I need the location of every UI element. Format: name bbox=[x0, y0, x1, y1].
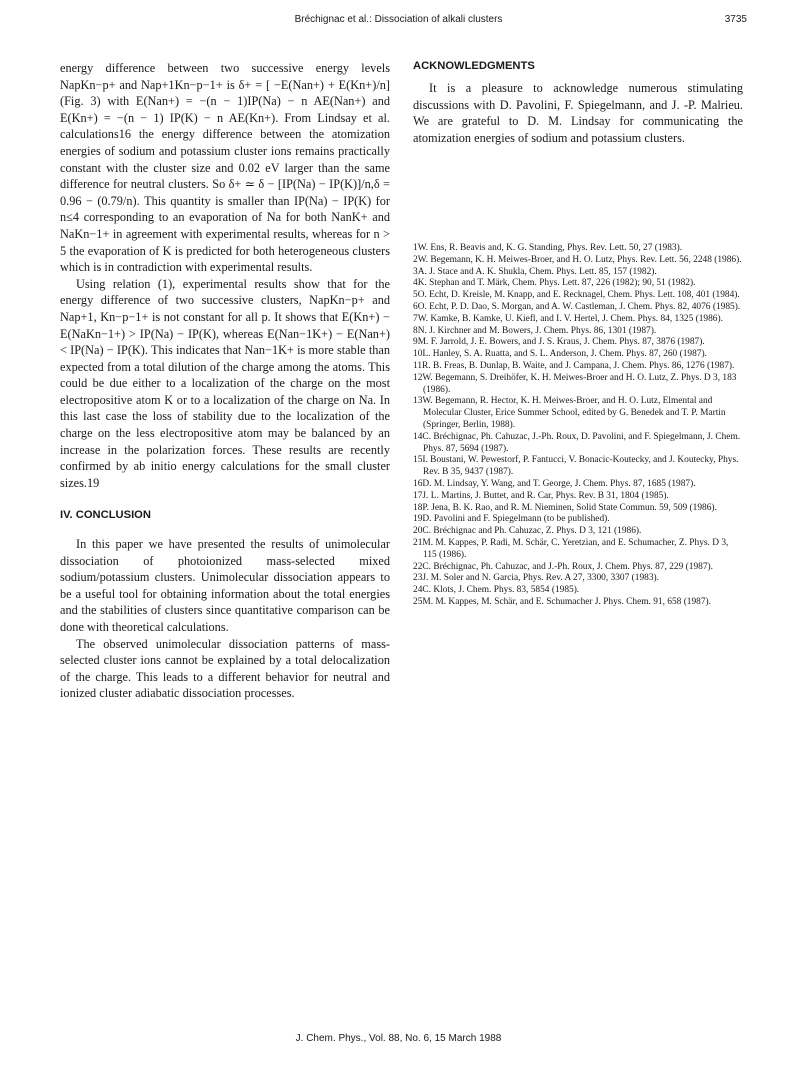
reference-item: 2W. Begemann, K. H. Meiwes-Broer, and H. O. Lutz, Phys. Rev. Lett. 56, 2248 (1986). bbox=[413, 254, 742, 265]
right-column bbox=[413, 60, 743, 146]
reference-item: 24C. Klots, J. Chem. Phys. 83, 5854 (1985). bbox=[413, 585, 580, 596]
body-paragraph-2: Using relation (1), experimental results show that for the energy difference of two successive clusters, NapKn−p+ and Nap+1, Kn−p−1+ is not constant for all p. It shows that E(Kn+) − E(NaKn−1+) > IP(Na) − IP(K), whereas E(Nan−1K+) − E(Nan+) < IP(Na) − IP(K). This indicates that Nan−1K+ is more stable than expected from a total dilution of the charge among the atoms. This could be due either to a localization of the charge on the most electropositive atom K or to a localization of the charge on Na. In this last case the loss of stability due to the localization of the charge on the less electropositive atom may be balanced by an increase in the polarization forces. These results are recently confirmed by ab initio energy calculations for the small cluster sizes.19 bbox=[60, 276, 390, 490]
acknowledgments-heading: ACKNOWLEDGMENTS bbox=[413, 60, 535, 72]
reference-item: 1W. Ens, R. Beavis and, K. G. Standing, Phys. Rev. Lett. 50, 27 (1983). bbox=[413, 243, 683, 253]
reference-item: 3A. J. Stace and A. K. Shukla, Chem. Phys. Lett. 85, 157 (1982). bbox=[413, 266, 657, 277]
reference-item: 19D. Pavolini and F. Spiegelmann (to be published). bbox=[413, 514, 610, 525]
reference-item: 17J. L. Martins, J. Buttet, and R. Car, Phys. Rev. B 31, 1804 (1985). bbox=[413, 490, 669, 501]
reference-item: 7W. Kamke, B. Kamke, U. Kiefl, and I. V. Hertel, J. Chem. Phys. 84, 1325 (1986). bbox=[413, 313, 723, 324]
reference-item: 5O. Echt, D. Kreisle, M. Knapp, and E. Recknagel, Chem. Phys. Lett. 108, 401 (1984). bbox=[413, 290, 740, 301]
reference-item: 21M. M. Kappes, P. Radi, M. Schär, C. Yeretzian, and E. Schumacher, Z. Phys. D 3, 115 (1986). bbox=[413, 537, 729, 560]
left-column bbox=[60, 60, 390, 702]
reference-item: 25M. M. Kappes, M. Schär, and E. Schumacher J. Phys. Chem. 91, 658 (1987). bbox=[413, 596, 712, 607]
reference-item: 23J. M. Soler and N. Garcia, Phys. Rev. A 27, 3300, 3307 (1983). bbox=[413, 573, 659, 584]
reference-item: 8N. J. Kirchner and M. Bowers, J. Chem. Phys. 86, 1301 (1987). bbox=[413, 325, 657, 336]
reference-item: 18P. Jena, B. K. Rao, and R. M. Nieminen, Solid State Commun. 59, 509 (1986). bbox=[413, 502, 717, 513]
acknowledgments-text: It is a pleasure to acknowledge numerous stimulating discussions with D. Pavolini, F. Spiegelmann, and J. -P. Malrieu. We are grateful to D. M. Lindsay for communicating the atomization energies of sodium and potassium clusters. bbox=[413, 81, 743, 145]
journal-footer: J. Chem. Phys., Vol. 88, No. 6, 15 March 1988 bbox=[295, 1033, 502, 1044]
reference-list bbox=[413, 243, 743, 609]
running-header bbox=[0, 14, 797, 30]
page-number: 3735 bbox=[724, 14, 747, 25]
reference-item: 15I. Boustani, W. Pewestorf, P. Fantucci, V. Bonacic-Koutecky, and J. Koutecky, Phys. Rev. B 35, 9437 (1987). bbox=[413, 455, 739, 478]
reference-item: 4K. Stephan and T. Märk, Chem. Phys. Lett. 87, 226 (1982); 90, 51 (1982). bbox=[413, 278, 696, 289]
reference-item: 12W. Begemann, S. Dreihöfer, K. H. Meiwes-Broer and H. O. Lutz, Z. Phys. D 3, 183 (1986). bbox=[413, 372, 737, 395]
reference-item: 20C. Bréchignac and Ph. Cahuzac, Z. Phys. D 3, 121 (1986). bbox=[413, 526, 642, 537]
body-paragraph-1: energy difference between two successive energy levels NapKn−p+ and Nap+1Kn−p−1+ is δ+ = [ −E(Nan+) + E(Kn+)/n] (Fig. 3) with E(Nan+) = −(n − 1)IP(Na) − n AE(Nan+) and E(Kn+) = −(n − 1) IP(K) − n AE(Kn+). From Lindsay et al. calculations16 the energy difference between the atomization energies of sodium and potassium cluster ions remains practically constant with the cluster size and 0.02 eV larger than the same difference for neutral clusters. So δ+ ≃ δ − [IP(Na) − IP(K)]/n,δ = 0.96 − (0.79/n). This quantity is smaller than IP(Na) − IP(K) for n≤4 corresponding to an evaporation of Na for both NanK+ and NaKn−1+ in agreement with experimental results, whereas for n > 5 the evaporation of K is predicted for both heterogeneous clusters which is in contradiction with experimental results. bbox=[60, 61, 390, 275]
reference-item: 6O. Echt, P. D. Dao, S. Morgan, and A. W. Castleman, J. Chem. Phys. 82, 4076 (1985). bbox=[413, 301, 741, 312]
body-paragraph-4: The observed unimolecular dissociation patterns of mass-selected cluster ions cannot be explained by a total delocalization of the charge. This leads to a different behavior for neutral and ionized cluster adiabatic dissociation processes. bbox=[60, 636, 390, 701]
reference-item: 14C. Bréchignac, Ph. Cahuzac, J.-Ph. Roux, D. Pavolini, and F. Spiegelmann, J. Chem. Phys. 87, 5694 (1987). bbox=[413, 431, 741, 454]
reference-item: 13W. Begemann, R. Hector, K. H. Meiwes-Broer, and H. O. Lutz, Elmental and Molecular Cluster, Erice Summer School, edited by G. Benedek and T. P. Martin (Springer, Berlin, 1988). bbox=[413, 396, 726, 430]
reference-item: 16D. M. Lindsay, Y. Wang, and T. George, J. Chem. Phys. 87, 1685 (1987). bbox=[413, 478, 696, 489]
running-title: Bréchignac et al.: Dissociation of alkali clusters bbox=[294, 14, 503, 25]
reference-item: 22C. Bréchignac, Ph. Cahuzac, and J.-Ph. Roux, J. Chem. Phys. 87, 229 (1987). bbox=[413, 561, 713, 572]
section-heading-conclusion: IV. CONCLUSION bbox=[60, 509, 151, 522]
reference-item: 9M. F. Jarrold, J. E. Bowers, and J. S. Kraus, J. Chem. Phys. 87, 3876 (1987). bbox=[413, 337, 705, 348]
reference-item: 10L. Hanley, S. A. Ruatta, and S. L. Anderson, J. Chem. Phys. 87, 260 (1987). bbox=[413, 349, 707, 360]
reference-item: 11R. B. Freas, B. Dunlap, B. Waite, and J. Campana, J. Chem. Phys. 86, 1276 (1987). bbox=[413, 360, 735, 371]
body-paragraph-3: In this paper we have presented the results of unimolecular dissociation of photoionized mass-selected mixed sodium/potassium clusters. Unimolecular dissociation appears to be a useful tool for obtaining information about the total energies and the stabilities of clusters since quantitative comparison can be done with theoretical calculations. bbox=[60, 537, 390, 634]
